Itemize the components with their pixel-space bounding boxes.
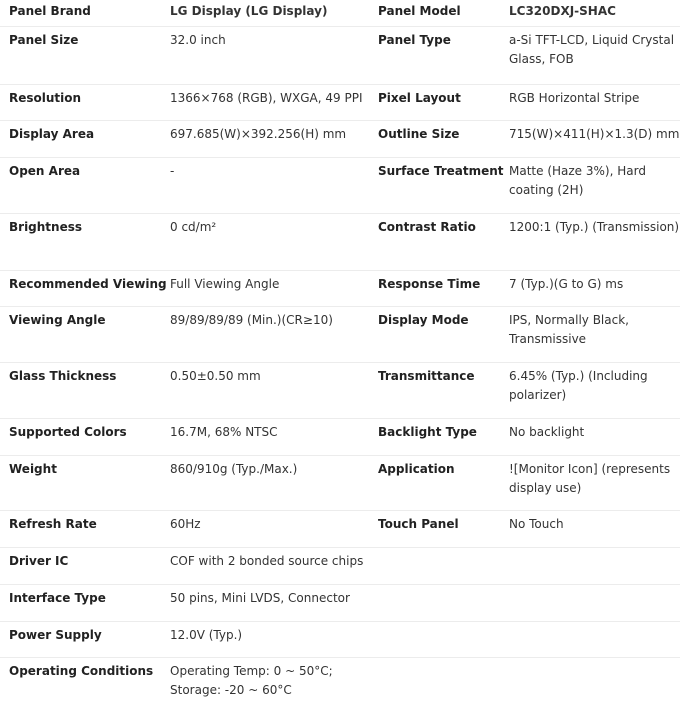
spec-value: No backlight — [509, 418, 680, 455]
spec-label: Display Mode — [378, 306, 509, 362]
spec-value: Matte (Haze 3%), Hard coating (2H) — [509, 157, 680, 213]
spec-value: 715(W)×411(H)×1.3(D) mm — [509, 120, 680, 157]
spec-value: Operating Temp: 0 ~ 50°C; Storage: -20 ~ 60°C — [170, 663, 333, 697]
spec-label: Panel Size — [0, 26, 170, 84]
spec-value: a-Si TFT-LCD, Liquid Crystal Glass, FOB — [509, 26, 680, 84]
spec-label: Surface Treatment — [378, 157, 509, 213]
spec-label: Interface Type — [0, 584, 170, 621]
spec-value: - — [170, 157, 378, 213]
spec-value: 32.0 inch — [170, 26, 378, 84]
spec-label — [378, 621, 509, 657]
spec-row — [0, 306, 680, 362]
spec-label: Viewing Angle — [0, 306, 170, 362]
spec-value: LC320DXJ-SHAC — [509, 0, 680, 26]
spec-value: 50 pins, Mini LVDS, Connector — [170, 584, 378, 621]
spec-label: Brightness — [0, 213, 170, 270]
spec-row — [0, 26, 680, 84]
spec-row — [0, 584, 680, 621]
spec-value: RGB Horizontal Stripe — [509, 84, 680, 120]
spec-value: 16.7M, 68% NTSC — [170, 418, 378, 455]
spec-label: Display Area — [0, 120, 170, 157]
spec-value: 6.45% (Typ.) (Including polarizer) — [509, 362, 680, 418]
spec-label: Response Time — [378, 270, 509, 306]
spec-value: 1200:1 (Typ.) (Transmission) — [509, 213, 680, 270]
spec-label: Weight — [0, 455, 170, 510]
spec-label: Driver IC — [0, 547, 170, 584]
spec-label: Supported Colors — [0, 418, 170, 455]
spec-row — [0, 0, 680, 26]
spec-value — [509, 657, 680, 705]
spec-label: Open Area — [0, 157, 170, 213]
spec-row — [0, 418, 680, 455]
spec-row — [0, 547, 680, 584]
spec-label: Panel Brand — [0, 0, 170, 26]
spec-value: COF with 2 bonded source chips — [170, 547, 378, 584]
spec-value: 0 cd/m² — [170, 213, 378, 270]
spec-label: Backlight Type — [378, 418, 509, 455]
spec-label: Transmittance — [378, 362, 509, 418]
spec-value — [509, 584, 680, 621]
spec-value — [509, 547, 680, 584]
spec-value: 89/89/89/89 (Min.)(CR≥10) — [170, 306, 378, 362]
spec-label — [378, 657, 509, 705]
spec-row — [0, 270, 680, 306]
spec-label — [378, 584, 509, 621]
spec-row — [0, 510, 680, 547]
spec-label: Power Supply — [0, 621, 170, 657]
spec-row — [0, 120, 680, 157]
spec-value: ![Monitor Icon] (represents display use) — [509, 455, 680, 510]
spec-label: Touch Panel — [378, 510, 509, 547]
spec-row — [0, 621, 680, 657]
spec-label: Outline Size — [378, 120, 509, 157]
spec-label: Panel Model — [378, 0, 509, 26]
spec-value: No Touch — [509, 510, 680, 547]
spec-value: LG Display (LG Display) — [170, 0, 378, 26]
spec-value: IPS, Normally Black, Transmissive — [509, 306, 680, 362]
spec-value: 697.685(W)×392.256(H) mm — [170, 120, 378, 157]
spec-value: 60Hz — [170, 510, 378, 547]
spec-label: Operating Conditions — [9, 663, 154, 678]
spec-label: Contrast Ratio — [378, 213, 509, 270]
spec-label: Application — [378, 455, 509, 510]
spec-row — [0, 84, 680, 120]
spec-row — [0, 657, 680, 705]
spec-row — [0, 455, 680, 510]
spec-label: Pixel Layout — [378, 84, 509, 120]
spec-label: Glass Thickness — [0, 362, 170, 418]
spec-label: Recommended Viewing — [0, 270, 170, 306]
spec-row — [0, 157, 680, 213]
spec-value — [509, 621, 680, 657]
spec-label: Refresh Rate — [0, 510, 170, 547]
spec-label — [378, 547, 509, 584]
spec-value: 860/910g (Typ./Max.) — [170, 455, 378, 510]
spec-label: Panel Type — [378, 26, 509, 84]
spec-value: 7 (Typ.)(G to G) ms — [509, 270, 680, 306]
spec-row — [0, 213, 680, 270]
spec-value: Full Viewing Angle — [170, 270, 378, 306]
spec-row — [0, 362, 680, 418]
spec-value: 1366×768 (RGB), WXGA, 49 PPI — [170, 84, 378, 120]
spec-value: 0.50±0.50 mm — [170, 362, 378, 418]
spec-label: Resolution — [0, 84, 170, 120]
spec-value: 12.0V (Typ.) — [170, 621, 378, 657]
